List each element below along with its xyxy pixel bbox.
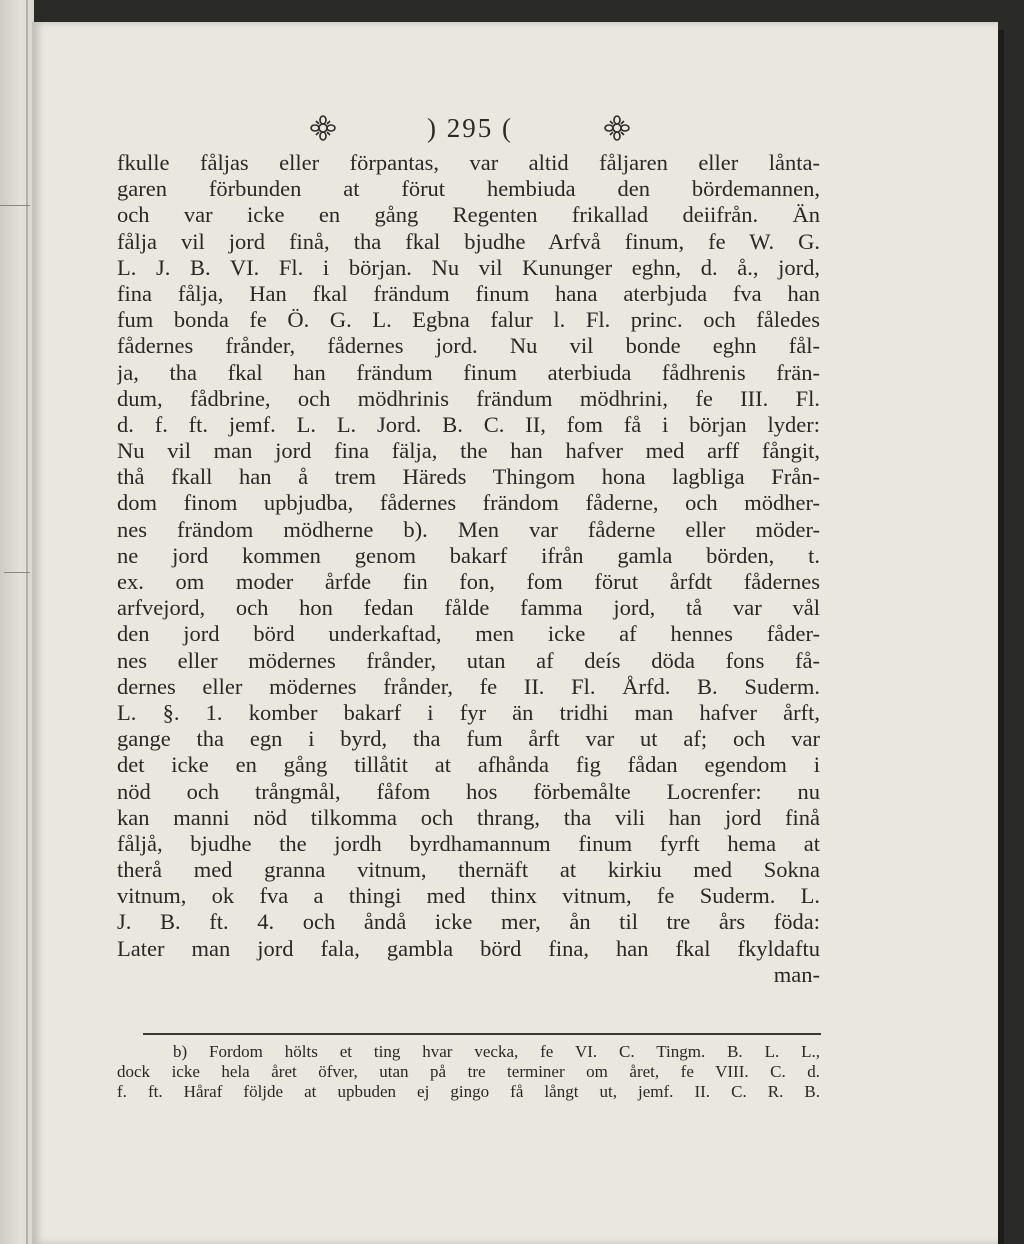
text-line: nes frändom mödherne b). Men var fåderne eller möder- <box>117 516 820 542</box>
text-line: fina fålja, Han fkal frändum finum hana aterbjuda fva han <box>117 280 820 306</box>
text-line: ja, tha fkal han frändum finum aterbiuda fådhrenis frän- <box>117 359 820 385</box>
text-line: fum bonda fe Ö. G. L. Egbna falur l. Fl. princ. och fåledes <box>117 307 820 333</box>
text-line: therå med granna vitnum, thernäft at kirkiu med Sokna <box>117 857 820 883</box>
text-line: det icke en gång tillåtit at afhånda fig fådan egendom i <box>117 752 820 778</box>
text-line: dernes eller mödernes frånder, fe II. Fl. Årfd. B. Suderm. <box>117 673 820 699</box>
text-line: L. J. B. VI. Fl. i början. Nu vil Kununger eghn, d. å., jord, <box>117 254 820 280</box>
text-line: gange tha egn i byrd, tha fum årft var ut af; och var <box>117 726 820 752</box>
catchword: man- <box>773 961 820 987</box>
page-number: ) 295 ( <box>427 112 513 143</box>
footnote-line: f. ft. Håraf följde at upbuden ej gingo få långt ut, jemf. II. C. R. B. <box>117 1082 820 1101</box>
text-line: thå fkall han å trem Häreds Thingom hona lagbliga Från- <box>117 464 820 490</box>
text-line: Nu vil man jord fina fälja, the han hafver med arff fångit, <box>117 438 820 464</box>
main-text-block <box>117 150 820 988</box>
text-line: d. f. ft. jemf. L. L. Jord. B. C. II, fom få i början lyder: <box>117 411 820 437</box>
text-line: dom finom upbjudba, fådernes frändom fåderne, och mödher- <box>117 490 820 516</box>
text-line: vitnum, ok fva a thingi med thinx vitnum, fe Suderm. L. <box>117 883 820 909</box>
text-line: kan manni nöd tilkomma och thrang, tha vili han jord finå <box>117 804 820 830</box>
adjacent-page-edge <box>0 0 34 1244</box>
text-line: nöd och trångmål, fåfom hos förbemålte Locrenfer: nu <box>117 778 820 804</box>
text-line: nes eller mödernes frånder, utan af deís döda fons få- <box>117 647 820 673</box>
text-line: garen förbunden at förut hembiuda den bördemannen, <box>117 176 820 202</box>
page-header <box>310 108 630 148</box>
margin-mark <box>0 205 30 206</box>
text-line: fådernes frånder, fådernes jord. Nu vil bonde eghn fål- <box>117 333 820 359</box>
text-line: L. §. 1. komber bakarf i fyr än tridhi man hafver årft, <box>117 699 820 725</box>
text-line: dum, fådbrine, och mödhrinis frändum mödhrini, fe III. Fl. <box>117 385 820 411</box>
text-line: Later man jord fala, gambla börd fina, han fkal fkyldaftu <box>117 935 820 961</box>
text-line: arfvejord, och hon fedan fålde famma jord, tå var vål <box>117 595 820 621</box>
fleuron-ornament-icon <box>310 115 336 141</box>
margin-mark <box>4 572 30 573</box>
text-line: fkulle fåljas eller förpantas, var altid fåljaren eller lånta- <box>117 150 820 175</box>
text-line: fålja vil jord finå, tha fkal bjudhe Arfvå finum, fe W. G. <box>117 228 820 254</box>
footnote-line: b) Fordom hölts et ting hvar vecka, fe VI. C. Tingm. B. L. L., <box>173 1042 820 1061</box>
page-shadow-edge <box>998 30 1004 1244</box>
text-line: och var icke en gång Regenten frikallad deiifrån. Än <box>117 202 820 228</box>
footnote-block <box>117 1042 820 1102</box>
text-line: J. B. ft. 4. och åndå icke mer, ån til tre års föda: <box>117 909 820 935</box>
text-line: ne jord kommen genom bakarf ifrån gamla börden, t. <box>117 542 820 568</box>
text-line: ex. om moder årfde fin fon, fom förut årfdt fådernes <box>117 569 820 594</box>
footnote-line: dock icke hela året öfver, utan på tre terminer om året, fe VIII. C. d. <box>117 1062 820 1081</box>
text-line: den jord börd underkaftad, men icke af hennes fåder- <box>117 621 820 647</box>
fleuron-ornament-icon <box>604 115 630 141</box>
footnote-rule <box>143 1033 821 1035</box>
text-line: fåljå, bjudhe the jordh byrdhamannum finum fyrft hema at <box>117 830 820 856</box>
